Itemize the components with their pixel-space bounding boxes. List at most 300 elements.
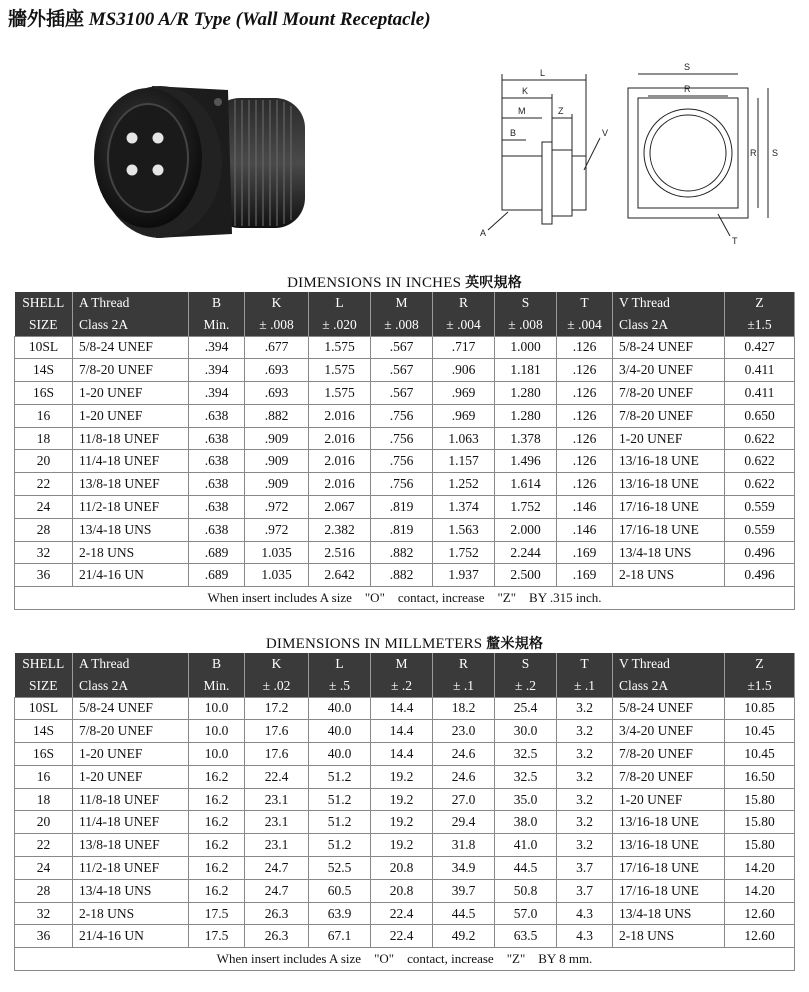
table-cell: 13/16-18 UNE	[613, 834, 725, 857]
column-header-7: S	[495, 292, 557, 314]
table-cell: 17/16-18 UNE	[613, 879, 725, 902]
table-cell: 1-20 UNEF	[613, 788, 725, 811]
table-cell: 51.2	[309, 765, 371, 788]
mm-dimensions-table	[14, 653, 795, 971]
table-cell: .717	[433, 336, 495, 359]
table-cell: .693	[245, 359, 309, 382]
table-cell: 35.0	[495, 788, 557, 811]
table-cell: 1.575	[309, 382, 371, 405]
table-cell: 2-18 UNS	[73, 541, 189, 564]
table-cell: 7/8-20 UNEF	[73, 359, 189, 382]
column-header-9: V Thread	[613, 653, 725, 675]
table-cell: 0.650	[725, 404, 795, 427]
table-cell: 20.8	[371, 857, 433, 880]
column-header-8: T	[557, 653, 613, 675]
column-subheader-7: ± .2	[495, 675, 557, 697]
column-header-4: L	[309, 292, 371, 314]
table-cell: 3.7	[557, 857, 613, 880]
column-subheader-1: Class 2A	[73, 314, 189, 336]
table-cell: 17.5	[189, 925, 245, 948]
table-cell: 10.45	[725, 720, 795, 743]
dim-label-b: B	[510, 128, 517, 138]
table-cell: 23.0	[433, 720, 495, 743]
column-subheader-9: Class 2A	[613, 314, 725, 336]
table-cell: .638	[189, 427, 245, 450]
table-cell: 16.2	[189, 857, 245, 880]
dim-label-m: M	[518, 106, 526, 116]
table-row	[15, 811, 795, 834]
table-cell: 13/16-18 UNE	[613, 811, 725, 834]
column-subheader-5: ± .2	[371, 675, 433, 697]
table-cell: 1-20 UNEF	[613, 427, 725, 450]
page-title-cn: 牆外插座	[8, 8, 85, 30]
table-cell: 3.2	[557, 720, 613, 743]
table-cell: 22.4	[245, 765, 309, 788]
table-cell: 29.4	[433, 811, 495, 834]
table-cell: 16	[15, 765, 73, 788]
table-cell: 11/4-18 UNEF	[73, 450, 189, 473]
table-row	[15, 473, 795, 496]
column-subheader-1: Class 2A	[73, 675, 189, 697]
table-cell: 51.2	[309, 834, 371, 857]
table-cell: 2-18 UNS	[613, 925, 725, 948]
table-cell: .567	[371, 359, 433, 382]
dim-label-r-side: R	[750, 148, 757, 158]
column-header-2: B	[189, 292, 245, 314]
table-cell: 7/8-20 UNEF	[613, 765, 725, 788]
column-subheader-10: ±1.5	[725, 675, 795, 697]
table-cell: 27.0	[433, 788, 495, 811]
table-cell: 41.0	[495, 834, 557, 857]
table-cell: .638	[189, 518, 245, 541]
table-cell: 24	[15, 496, 73, 519]
column-header-9: V Thread	[613, 292, 725, 314]
table-cell: 1.000	[495, 336, 557, 359]
table-cell: .819	[371, 496, 433, 519]
table-cell: 2.642	[309, 564, 371, 587]
table-cell: 26.3	[245, 902, 309, 925]
table-row	[15, 427, 795, 450]
table-cell: 13/4-18 UNS	[613, 902, 725, 925]
table-cell: 2-18 UNS	[613, 564, 725, 587]
table-cell: .126	[557, 336, 613, 359]
table-row	[15, 765, 795, 788]
table-cell: 3.2	[557, 788, 613, 811]
table-cell: 40.0	[309, 720, 371, 743]
table-cell: 18	[15, 788, 73, 811]
table-cell: .394	[189, 359, 245, 382]
table-cell: 16.2	[189, 811, 245, 834]
table-cell: .972	[245, 518, 309, 541]
table-cell: .638	[189, 473, 245, 496]
table-row	[15, 857, 795, 880]
table-cell: 12.60	[725, 925, 795, 948]
column-header-5: M	[371, 292, 433, 314]
table-row	[15, 879, 795, 902]
table-cell: 16.2	[189, 765, 245, 788]
table-cell: 10.45	[725, 743, 795, 766]
mm-table-caption	[0, 633, 809, 653]
table-cell: 7/8-20 UNEF	[613, 743, 725, 766]
table-cell: .969	[433, 382, 495, 405]
table-row	[15, 697, 795, 720]
column-header-1: A Thread	[73, 292, 189, 314]
table-cell: 7/8-20 UNEF	[73, 720, 189, 743]
table-cell: 19.2	[371, 788, 433, 811]
table-cell: 1-20 UNEF	[73, 404, 189, 427]
dimension-drawing	[468, 60, 798, 260]
table-cell: 15.80	[725, 834, 795, 857]
table-cell: 19.2	[371, 834, 433, 857]
table-cell: 67.1	[309, 925, 371, 948]
column-subheader-7: ± .008	[495, 314, 557, 336]
table-cell: 1-20 UNEF	[73, 765, 189, 788]
table-cell: 39.7	[433, 879, 495, 902]
table-cell: 24	[15, 857, 73, 880]
table-cell: 2.016	[309, 473, 371, 496]
table-cell: .567	[371, 336, 433, 359]
column-header-10: Z	[725, 292, 795, 314]
table-cell: 32	[15, 541, 73, 564]
table-cell: 13/8-18 UNEF	[73, 834, 189, 857]
table-cell: 18.2	[433, 697, 495, 720]
dim-label-s-top: S	[684, 62, 691, 72]
column-subheader-2: Min.	[189, 314, 245, 336]
table-cell: 51.2	[309, 811, 371, 834]
table-cell: .689	[189, 564, 245, 587]
table-cell: 0.559	[725, 496, 795, 519]
table-cell: 24.6	[433, 765, 495, 788]
table-cell: 3.2	[557, 811, 613, 834]
column-subheader-0: SIZE	[15, 675, 73, 697]
table-cell: .638	[189, 404, 245, 427]
table-cell: 14.4	[371, 720, 433, 743]
table-cell: 13/8-18 UNEF	[73, 473, 189, 496]
table-cell: 32.5	[495, 743, 557, 766]
column-header-6: R	[433, 653, 495, 675]
table-cell: 24.7	[245, 857, 309, 880]
column-header-8: T	[557, 292, 613, 314]
table-cell: 2.382	[309, 518, 371, 541]
page-title	[8, 4, 431, 31]
column-subheader-3: ± .02	[245, 675, 309, 697]
dim-label-r-top: R	[684, 84, 691, 94]
table-row	[15, 518, 795, 541]
table-cell: 1.752	[495, 496, 557, 519]
table-cell: 5/8-24 UNEF	[613, 697, 725, 720]
table-cell: .567	[371, 382, 433, 405]
table-cell: 17.2	[245, 697, 309, 720]
table-cell: 16S	[15, 382, 73, 405]
table-cell: 0.559	[725, 518, 795, 541]
table-cell: .909	[245, 450, 309, 473]
column-header-10: Z	[725, 653, 795, 675]
table-cell: 1.374	[433, 496, 495, 519]
table-cell: 21/4-16 UN	[73, 564, 189, 587]
table-cell: 25.4	[495, 697, 557, 720]
table-cell: 15.80	[725, 788, 795, 811]
table-cell: .126	[557, 427, 613, 450]
table-cell: 10.0	[189, 720, 245, 743]
table-row	[15, 336, 795, 359]
table-cell: 16.50	[725, 765, 795, 788]
table-cell: 3.2	[557, 697, 613, 720]
inch-table-caption	[0, 272, 809, 292]
table-cell: .169	[557, 564, 613, 587]
dim-label-z: Z	[558, 106, 564, 116]
table-cell: 22	[15, 834, 73, 857]
table-cell: 2.016	[309, 404, 371, 427]
table-cell: 22.4	[371, 902, 433, 925]
table-cell: 20	[15, 450, 73, 473]
table-cell: .909	[245, 473, 309, 496]
column-header-0: SHELL	[15, 292, 73, 314]
table-cell: 3.7	[557, 879, 613, 902]
column-subheader-8: ± .004	[557, 314, 613, 336]
table-cell: 5/8-24 UNEF	[73, 697, 189, 720]
table-cell: 1.378	[495, 427, 557, 450]
table-cell: 11/4-18 UNEF	[73, 811, 189, 834]
table-cell: 4.3	[557, 925, 613, 948]
table-cell: 17.6	[245, 720, 309, 743]
table-cell: 11/8-18 UNEF	[73, 788, 189, 811]
table-cell: 16	[15, 404, 73, 427]
table-cell: 51.2	[309, 788, 371, 811]
table-cell: 57.0	[495, 902, 557, 925]
table-cell: 50.8	[495, 879, 557, 902]
table-cell: 17/16-18 UNE	[613, 496, 725, 519]
table-row	[15, 496, 795, 519]
table-cell: 18	[15, 427, 73, 450]
table-cell: 3.2	[557, 834, 613, 857]
page-title-en: MS3100 A/R Type (Wall Mount Receptacle)	[88, 9, 431, 30]
table-cell: 14.4	[371, 743, 433, 766]
column-subheader-8: ± .1	[557, 675, 613, 697]
table-cell: 3.2	[557, 743, 613, 766]
table-cell: 7/8-20 UNEF	[613, 382, 725, 405]
table-cell: 22	[15, 473, 73, 496]
dim-label-v: V	[602, 128, 609, 138]
dim-label-l: L	[540, 68, 546, 78]
table-cell: 1.035	[245, 564, 309, 587]
inch-dimensions-table	[14, 292, 795, 610]
table-cell: .126	[557, 404, 613, 427]
table-cell: .689	[189, 541, 245, 564]
table-cell: .126	[557, 382, 613, 405]
table-cell: 36	[15, 925, 73, 948]
table-cell: 5/8-24 UNEF	[613, 336, 725, 359]
table-cell: 28	[15, 879, 73, 902]
table-cell: 1.937	[433, 564, 495, 587]
table-cell: 1.252	[433, 473, 495, 496]
table-row	[15, 404, 795, 427]
table-cell: 11/2-18 UNEF	[73, 857, 189, 880]
table-cell: 2.516	[309, 541, 371, 564]
table-cell: 23.1	[245, 834, 309, 857]
table-cell: .756	[371, 404, 433, 427]
table-cell: 44.5	[433, 902, 495, 925]
table-cell: .169	[557, 541, 613, 564]
table-cell: 10.0	[189, 743, 245, 766]
table-cell: .906	[433, 359, 495, 382]
table-cell: 1.063	[433, 427, 495, 450]
table-cell: 13/4-18 UNS	[613, 541, 725, 564]
table-cell: 52.5	[309, 857, 371, 880]
table-cell: 2.016	[309, 450, 371, 473]
table-cell: .146	[557, 518, 613, 541]
table-cell: 26.3	[245, 925, 309, 948]
table-cell: 5/8-24 UNEF	[73, 336, 189, 359]
table-row	[15, 720, 795, 743]
table-cell: 36	[15, 564, 73, 587]
table-row	[15, 743, 795, 766]
mm-caption-en: DIMENSIONS IN MILLMETERS	[265, 636, 483, 652]
table-cell: 44.5	[495, 857, 557, 880]
table-cell: 13/4-18 UNS	[73, 518, 189, 541]
table-cell: 0.622	[725, 450, 795, 473]
table-cell: 38.0	[495, 811, 557, 834]
table-row	[15, 450, 795, 473]
table-cell: 24.6	[433, 743, 495, 766]
table-cell: 0.411	[725, 359, 795, 382]
table-row	[15, 359, 795, 382]
table-cell: .909	[245, 427, 309, 450]
table-cell: 7/8-20 UNEF	[613, 404, 725, 427]
table-cell: 28	[15, 518, 73, 541]
column-header-7: S	[495, 653, 557, 675]
table-cell: 31.8	[433, 834, 495, 857]
table-cell: 1.752	[433, 541, 495, 564]
table-cell: 0.622	[725, 473, 795, 496]
table-cell: 2.016	[309, 427, 371, 450]
table-cell: 17/16-18 UNE	[613, 518, 725, 541]
table-cell: 16.2	[189, 834, 245, 857]
column-header-5: M	[371, 653, 433, 675]
table-cell: 21/4-16 UN	[73, 925, 189, 948]
dim-label-a: A	[480, 228, 487, 238]
table-cell: 14S	[15, 720, 73, 743]
table-cell: 1.575	[309, 359, 371, 382]
table-cell: 40.0	[309, 697, 371, 720]
column-subheader-3: ± .008	[245, 314, 309, 336]
table-cell: 0.496	[725, 564, 795, 587]
table-cell: 32.5	[495, 765, 557, 788]
table-cell: 14.4	[371, 697, 433, 720]
table-cell: 22.4	[371, 925, 433, 948]
table-cell: 2.000	[495, 518, 557, 541]
column-header-4: L	[309, 653, 371, 675]
dim-label-t: T	[732, 236, 738, 246]
table-cell: 15.80	[725, 811, 795, 834]
table-row	[15, 382, 795, 405]
table-cell: .394	[189, 382, 245, 405]
table-cell: 1.035	[245, 541, 309, 564]
table-cell: .677	[245, 336, 309, 359]
table-cell: 3.2	[557, 765, 613, 788]
table-row	[15, 902, 795, 925]
table-cell: 1-20 UNEF	[73, 743, 189, 766]
table-note: When insert includes A size "O" contact, increase "Z" BY 8 mm.	[15, 948, 795, 971]
table-cell: 12.60	[725, 902, 795, 925]
table-cell: 1.280	[495, 382, 557, 405]
table-note: When insert includes A size "O" contact, increase "Z" BY .315 inch.	[15, 587, 795, 610]
table-cell: .126	[557, 473, 613, 496]
table-cell: 3/4-20 UNEF	[613, 359, 725, 382]
column-subheader-4: ± .5	[309, 675, 371, 697]
table-cell: 2-18 UNS	[73, 902, 189, 925]
column-subheader-10: ±1.5	[725, 314, 795, 336]
table-cell: 4.3	[557, 902, 613, 925]
table-cell: 24.7	[245, 879, 309, 902]
table-cell: 13/4-18 UNS	[73, 879, 189, 902]
table-cell: 20.8	[371, 879, 433, 902]
table-cell: 16S	[15, 743, 73, 766]
table-cell: 23.1	[245, 788, 309, 811]
connector-photo	[60, 58, 330, 258]
table-cell: 10.85	[725, 697, 795, 720]
table-cell: .126	[557, 359, 613, 382]
table-cell: 1.614	[495, 473, 557, 496]
table-cell: 14.20	[725, 857, 795, 880]
table-cell: 11/8-18 UNEF	[73, 427, 189, 450]
table-cell: 30.0	[495, 720, 557, 743]
table-cell: 10.0	[189, 697, 245, 720]
table-cell: 1.181	[495, 359, 557, 382]
table-cell: 1.563	[433, 518, 495, 541]
table-cell: 2.067	[309, 496, 371, 519]
table-cell: 0.622	[725, 427, 795, 450]
table-row	[15, 788, 795, 811]
column-subheader-9: Class 2A	[613, 675, 725, 697]
table-cell: .638	[189, 496, 245, 519]
table-cell: 2.244	[495, 541, 557, 564]
table-note-row	[15, 587, 795, 610]
table-cell: .972	[245, 496, 309, 519]
table-cell: 17/16-18 UNE	[613, 857, 725, 880]
column-subheader-2: Min.	[189, 675, 245, 697]
table-cell: 34.9	[433, 857, 495, 880]
table-cell: 23.1	[245, 811, 309, 834]
table-cell: 40.0	[309, 743, 371, 766]
table-cell: .693	[245, 382, 309, 405]
table-cell: .882	[371, 541, 433, 564]
table-cell: 13/16-18 UNE	[613, 450, 725, 473]
table-cell: 0.496	[725, 541, 795, 564]
table-cell: 20	[15, 811, 73, 834]
table-cell: .882	[371, 564, 433, 587]
table-cell: .756	[371, 427, 433, 450]
column-header-3: K	[245, 653, 309, 675]
table-cell: 14S	[15, 359, 73, 382]
table-cell: 10SL	[15, 336, 73, 359]
table-cell: 1.496	[495, 450, 557, 473]
column-header-0: SHELL	[15, 653, 73, 675]
table-cell: 32	[15, 902, 73, 925]
table-cell: 13/16-18 UNE	[613, 473, 725, 496]
column-subheader-5: ± .008	[371, 314, 433, 336]
inch-caption-cn: 英呎規格	[465, 275, 522, 291]
table-cell: 17.6	[245, 743, 309, 766]
table-cell: 0.411	[725, 382, 795, 405]
table-cell: 60.5	[309, 879, 371, 902]
table-cell: .756	[371, 473, 433, 496]
column-subheader-6: ± .1	[433, 675, 495, 697]
table-cell: 10SL	[15, 697, 73, 720]
table-cell: 2.500	[495, 564, 557, 587]
column-subheader-0: SIZE	[15, 314, 73, 336]
table-cell: .638	[189, 450, 245, 473]
table-cell: .882	[245, 404, 309, 427]
